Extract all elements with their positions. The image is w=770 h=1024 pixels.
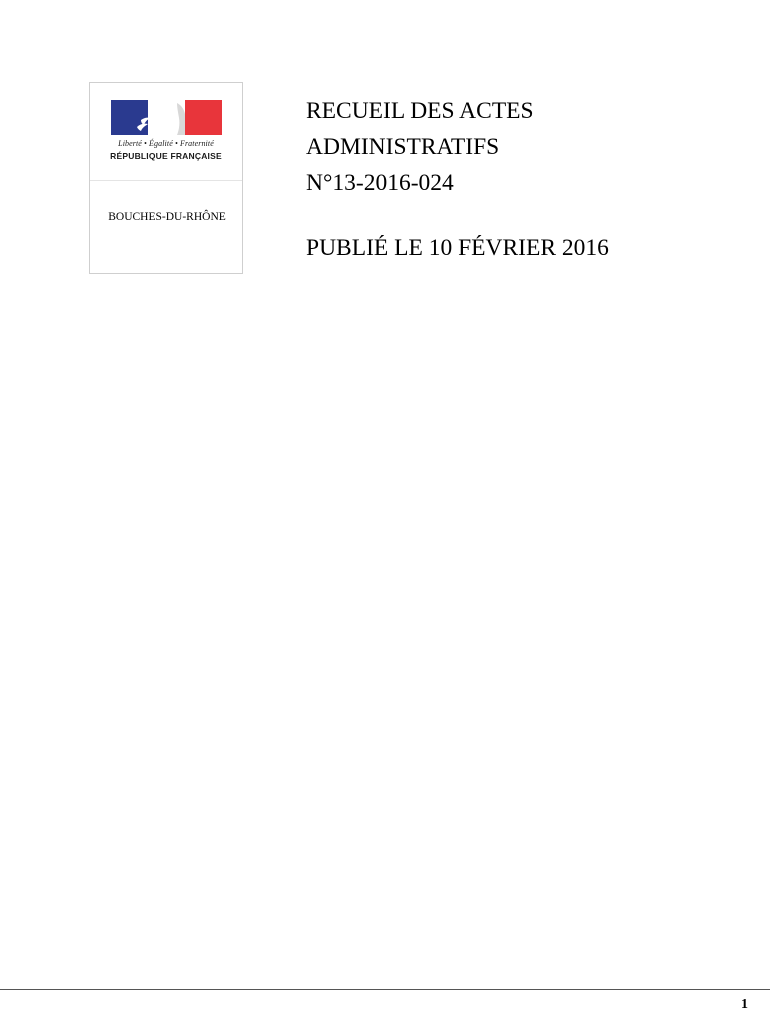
- flag-blue-band: [111, 100, 148, 135]
- prefecture-logo-block: [89, 82, 243, 274]
- page-number: 1: [741, 997, 748, 1012]
- marianne-flag-icon: [111, 100, 222, 135]
- title-line-1: RECUEIL DES ACTES: [306, 98, 534, 124]
- republic-name: RÉPUBLIQUE FRANÇAISE: [110, 151, 222, 161]
- title-line-3: N°13-2016-024: [306, 170, 454, 196]
- department-name: BOUCHES-DU-RHÔNE: [108, 211, 226, 223]
- document-title: [306, 93, 746, 201]
- republic-motto: Liberté • Égalité • Fraternité: [118, 139, 214, 148]
- footer-divider: [0, 989, 770, 990]
- marianne-logo: [90, 83, 242, 181]
- publication-date: PUBLIÉ LE 10 FÉVRIER 2016: [306, 235, 609, 261]
- flag-red-band: [185, 100, 222, 135]
- title-line-2: ADMINISTRATIFS: [306, 134, 500, 160]
